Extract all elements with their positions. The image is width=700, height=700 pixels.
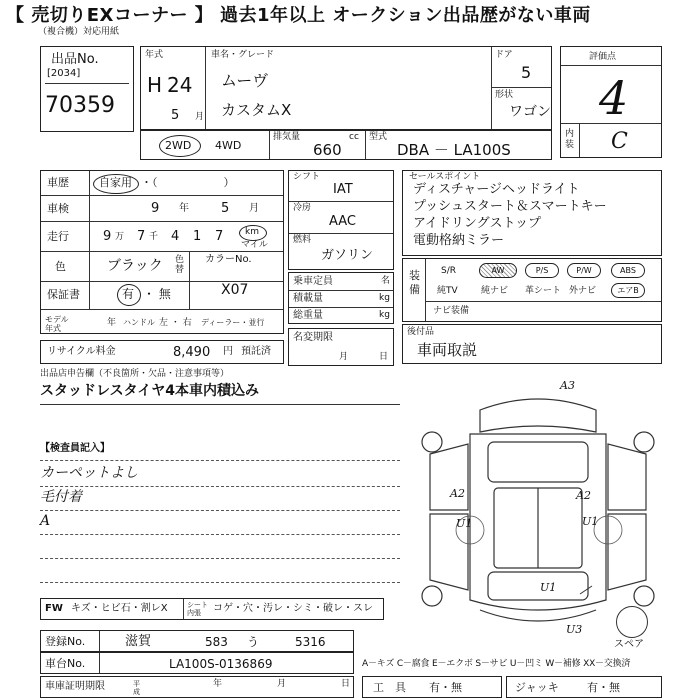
- capacity-unit: 名: [381, 276, 391, 286]
- left-info-block: [40, 170, 284, 334]
- recycle-value: 8,490: [173, 345, 211, 360]
- recycle-note: 預託済: [241, 346, 271, 357]
- name-change-month: 月: [339, 352, 349, 362]
- warranty-label: 保証書: [47, 288, 80, 301]
- notes-value: スタッドレスタイヤ4本車内積込み: [40, 383, 260, 399]
- inspector-line2: 毛付着: [40, 489, 82, 505]
- displacement-unit: cc: [349, 132, 359, 142]
- car-damage-diagram: [410, 380, 670, 640]
- mark-rear-u: U1: [540, 581, 557, 594]
- model-type-value: DBA － LA100S: [397, 141, 511, 159]
- shape-label: 形状: [495, 90, 514, 100]
- drive-2wd: 2WD: [165, 139, 192, 152]
- displacement-value: 660: [313, 141, 342, 159]
- recycle-box: [40, 340, 284, 364]
- color-value: ブラック: [107, 258, 163, 274]
- fw-text2: コゲ・穴・汚レ・シミ・破レ・スレ: [213, 603, 373, 614]
- recycle-unit: 円: [223, 346, 233, 357]
- color-no: X07: [221, 282, 249, 298]
- capacity-block: [288, 272, 394, 324]
- cert-month-unit: 月: [277, 679, 287, 689]
- score-label: 評価点: [589, 52, 617, 62]
- spec-row: [140, 130, 552, 160]
- equipment-box: [402, 258, 662, 322]
- fw-label: FW: [45, 603, 63, 614]
- mark-top: A3: [560, 379, 575, 392]
- mark-right-u: U1: [582, 515, 599, 528]
- load-label: 積載量: [293, 293, 323, 304]
- tools-label: 工 具: [373, 681, 406, 694]
- mileage-d2: 7: [137, 229, 146, 244]
- drive-4wd: 4WD: [215, 139, 242, 152]
- gross-label: 総重量: [293, 310, 323, 321]
- equip-navi: 純ナビ: [481, 286, 509, 296]
- inspection-label: 車検: [47, 202, 69, 215]
- grade-name: カスタムX: [221, 101, 292, 119]
- mark-rear-u3: U3: [566, 623, 583, 636]
- registration-class: 583: [205, 635, 228, 649]
- capacity-label: 乗車定員: [293, 276, 333, 287]
- aftermarket-label: 後付品: [407, 327, 435, 337]
- recycle-label: リサイクル料金: [47, 346, 116, 357]
- equipment-label: 装備: [409, 269, 420, 296]
- inspection-year: 9: [151, 201, 160, 216]
- sales-point-1: ディスチャージヘッドライト: [413, 182, 580, 197]
- mileage-mile: マイル: [241, 240, 268, 250]
- notes-label: 出品店申告欄（不良箇所・欠品・注意事項等）: [40, 369, 230, 379]
- year-month: 5: [171, 108, 180, 123]
- interior-label: 内装: [565, 129, 575, 150]
- cert-label: 車庫証明期限: [45, 681, 105, 692]
- year-value: 24: [167, 73, 193, 97]
- fw-text1: キズ・ヒビ石・割レX: [71, 603, 168, 614]
- inspection-year-unit: 年: [179, 203, 189, 214]
- sales-point-3: アイドリングストップ: [413, 216, 542, 231]
- load-unit: kg: [379, 293, 390, 303]
- name-change-box: [288, 328, 394, 366]
- history-label: 車歴: [47, 176, 69, 189]
- tools-box: [362, 676, 502, 698]
- chassis-row: [40, 652, 354, 674]
- gross-unit: kg: [379, 310, 390, 320]
- model-year-label: モデル年式: [45, 315, 69, 333]
- drivetrain-block: [288, 170, 394, 270]
- sales-points-label: セールスポイント: [409, 172, 481, 182]
- equip-tv: 純TV: [437, 286, 458, 296]
- inspector-label: 【検査員記入】: [40, 443, 110, 454]
- fuel-label: 燃料: [293, 235, 312, 245]
- sales-point-2: プッシュスタート＆スマートキー: [413, 199, 607, 214]
- color-label: 色: [55, 260, 66, 273]
- score-value: 4: [599, 71, 629, 125]
- equip-abs: ABS: [611, 263, 645, 278]
- inspection-month-unit: 月: [249, 203, 259, 214]
- mark-left-a: A2: [450, 487, 465, 500]
- sales-points-box: [402, 170, 662, 256]
- year-month-unit: 月: [195, 112, 205, 122]
- inspector-line1: カーペットよし: [40, 465, 138, 481]
- jack-label: ジャッキ: [515, 681, 559, 694]
- navi-equip-label: ナビ装備: [433, 306, 470, 316]
- warranty-value: 有: [122, 287, 135, 301]
- equip-leather: 革シート: [525, 286, 562, 296]
- history-value: 自家用: [99, 176, 132, 189]
- equip-pw: P/W: [567, 263, 601, 278]
- name-label: 車名・グレード: [211, 50, 275, 60]
- fuel-value: ガソリン: [321, 248, 374, 263]
- lot-number: 70359: [45, 93, 115, 118]
- chassis-value: LA100S-0136869: [169, 657, 273, 671]
- model-type-label: 型式: [369, 132, 388, 142]
- garage-cert-row: [40, 676, 354, 698]
- inspector-line3: A: [40, 513, 51, 529]
- shift-value: IAT: [333, 182, 353, 197]
- registration-region: 滋賀: [125, 634, 152, 649]
- mileage-d4: 1: [193, 229, 202, 244]
- seat-label: シート内張: [187, 601, 208, 617]
- mileage-km: km: [245, 227, 259, 237]
- handle-label: ハンドル: [123, 318, 155, 327]
- jack-value: 有・無: [587, 681, 620, 694]
- history-rest: ・（ ）: [141, 176, 235, 189]
- dealer-label: ディーラー・並行: [201, 318, 265, 327]
- cert-era: 平成: [133, 680, 140, 696]
- equip-sr: S/R: [441, 266, 456, 276]
- registration-label: 登録No.: [45, 635, 86, 648]
- spare-label: スペア: [614, 639, 644, 650]
- cert-day-unit: 日: [341, 679, 351, 689]
- model-year-unit: 年: [107, 318, 117, 328]
- damage-legend: A－キズ C－腐食 E－エクボ S－サビ U－凹ミ W－補修 XX－交換済: [362, 659, 631, 669]
- vehicle-header-box: [140, 46, 552, 130]
- name-change-day: 日: [379, 352, 389, 362]
- warranty-rest: ・ 無: [143, 287, 171, 301]
- color-no-label: カラーNo.: [205, 254, 252, 265]
- registration-kana: う: [247, 635, 260, 649]
- lot-box: [40, 46, 134, 132]
- mileage-d5: 7: [215, 229, 224, 244]
- mileage-label: 走行: [47, 230, 69, 243]
- jack-box: [506, 676, 662, 698]
- ac-value: AAC: [329, 214, 356, 229]
- registration-row: [40, 630, 354, 652]
- inspection-month: 5: [221, 201, 230, 216]
- lot-sub: [2034]: [47, 68, 81, 79]
- registration-number: 5316: [295, 635, 326, 649]
- handle-value: 左 ・ 右: [159, 318, 192, 328]
- mileage-d1: 9: [103, 229, 112, 244]
- cert-year-unit: 年: [213, 679, 223, 689]
- sales-point-4: 電動格納ミラー: [413, 233, 505, 248]
- tools-value: 有・無: [429, 681, 462, 694]
- mileage-d3: 4: [171, 229, 180, 244]
- score-box: [560, 46, 662, 158]
- color-change-label: 色替: [175, 255, 185, 275]
- fw-row: [40, 598, 384, 620]
- page-banner: 【 売切りEXコーナー 】 過去1年以上 オークション出品歴がない車両: [6, 5, 591, 26]
- mark-left-u: U1: [456, 517, 473, 530]
- mileage-u2: 千: [149, 232, 159, 242]
- name-change-label: 名変期限: [293, 332, 333, 343]
- lot-label: 出品No.: [51, 52, 99, 67]
- equip-ext-navi: 外ナビ: [569, 286, 597, 296]
- displacement-label: 排気量: [273, 132, 301, 142]
- chassis-label: 車台No.: [45, 657, 86, 670]
- aftermarket-box: [402, 324, 662, 364]
- interior-value: C: [611, 129, 628, 154]
- equip-aw: AW: [479, 263, 517, 278]
- mark-right-a: A2: [576, 489, 591, 502]
- doors-value: 5: [521, 63, 532, 82]
- shape-value: ワゴン: [509, 104, 551, 120]
- shift-label: シフト: [293, 172, 321, 182]
- year-label: 年式: [145, 50, 164, 60]
- aftermarket-value: 車両取説: [417, 341, 478, 359]
- equip-airbag: エアB: [611, 283, 645, 298]
- year-era: H: [147, 73, 163, 97]
- mileage-u1: 万: [115, 232, 125, 242]
- form-note: （複合機）対応用紙: [38, 27, 120, 37]
- model-name: ムーヴ: [221, 71, 269, 90]
- equip-ps: P/S: [525, 263, 559, 278]
- doors-label: ドア: [495, 50, 513, 60]
- ac-label: 冷房: [293, 203, 312, 213]
- spare-tire-circle: [616, 606, 648, 638]
